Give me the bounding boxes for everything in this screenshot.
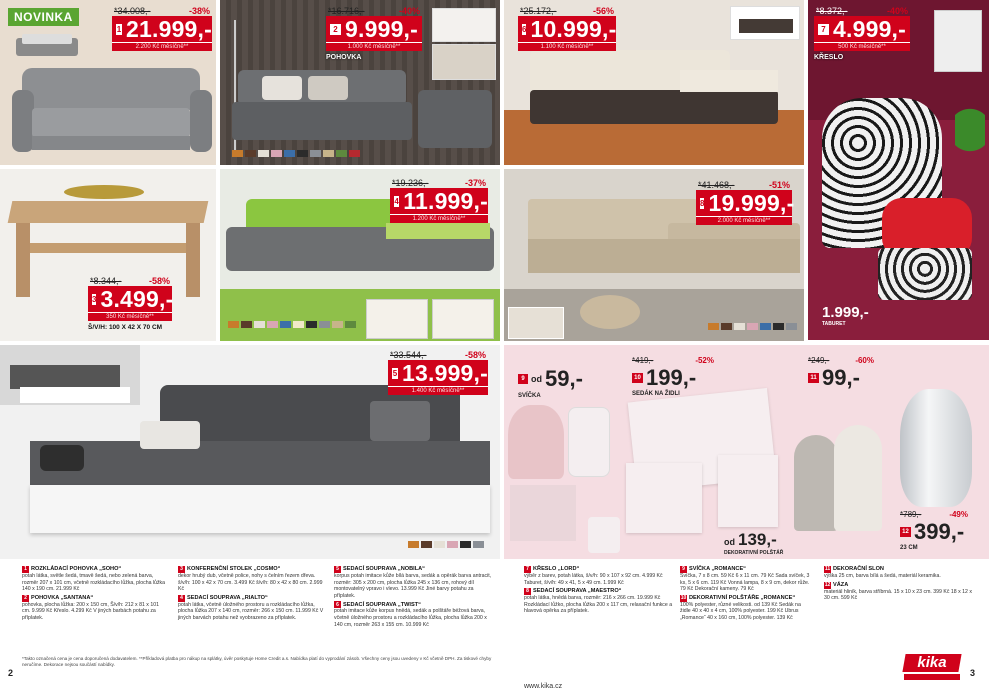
storage-thumb: [432, 44, 496, 80]
desc-column-4: 7 KŘESLO „LORD“ výběr z barev, potah látka, š/v/h: 90 x 107 x 92 cm. 4.999 Kč Taburet, š/v/h: 49 x 41, 5 x 49 cm. 1.999 Kč 8 SEDACÍ SOUPRAVA „MAESTRO“ potah látka, hnědá barva, rozměr: 216 x 266 cm. 19.999 Kč Rozkládací lůžko, plocha lůžka 200 x 117 cm, relaxační funkce a hlavová opěrka za příplatek.: [524, 566, 673, 615]
stairs-thumb: [366, 299, 428, 339]
desc-column-6: 11 DEKORAČNÍ SLON výška 25 cm, barva bílá a šedá, materiál keramika. 12 VÁZA materiál hliník, barva stříbrná. 15 x 10 x 23 cm. 399 Kč 18 x 12 x 30 cm. 599 Kč: [824, 566, 972, 602]
kika-logo: kika: [904, 650, 960, 684]
page-number-left: 2: [8, 668, 14, 678]
nobila-sofa-image: [30, 385, 490, 545]
footnote: *Takto označená cena je cena doporučená dodavatelem. **Příkladová platba pro nákup na splátky, úvěr poskytuje Home Credit a.s. Nabídka platí do vyprodání zásob. Všechny ceny jsou uvedeny v Kč včetně DPH. Za tiskové chyby neručíme. Dekorace nejsou součástí nabídky.: [22, 656, 492, 667]
sofa-santana-image: [232, 70, 412, 146]
candle-lamp-image: [508, 405, 564, 479]
price-pillow-2: od 139,- DEKORATIVNÍ POLŠTÁŘ: [724, 530, 784, 556]
pillow-image-2: [626, 463, 702, 533]
storage-thumb-2: [730, 6, 800, 40]
price-candle: 9 od 59,- SVÍČKA: [518, 366, 583, 399]
handbag: [40, 445, 84, 471]
jar-image: [568, 407, 610, 477]
desc-column-5: 9 SVÍČKA „ROMANCE“ Svíčka, 7 x 8 cm. 59 Kč 6 x 11 cm. 79 Kč Sada svíček, 3 ks, 5 x 6 cm. 119 Kč Vonná lampa, 8 x 9 cm, dekor růže. 79 Kč Dekorační kameny. 79 Kč 10 DEKORATIVNÍ POLŠTÁŘE „ROMANCE“ 100% polyester, různé velikosti. od 139 Kč Sedák na židle 40 x 40 x 4 cm, 100% polyester. 199 Kč Ubrus „Romance“ 40 x 160 cm, 100% polyester. 139 Kč: [680, 566, 810, 621]
armchair-image: [418, 90, 492, 148]
pillow-image-3: [718, 455, 778, 527]
price-elephant: *249,- -60% 11 99,-: [808, 356, 874, 390]
sofa-bed-thumb: [12, 30, 82, 66]
desc-column-2: 3 KONFERENČNÍ STOLEK „COSMO“ dekor hrubý dub, včetně police, nohy s čelním řezem dřeva. š/v/h: 100 x 42 x 70 cm. 3.499 Kč š/v/h: 80 x 42 x 80 cm. 2.999 Kč 4 SEDACÍ SOUPRAVA „RIALTO“ potah látka, včetně úložného prostoru a rozkládacího lůžka, plocha lůžka 207 x 140 cm, rozměr: 266 x 150 cm. 11.999 Kč V jiných barvách potahu než vyobrazeno za příplatek.: [178, 566, 324, 621]
price-tag-rialto: *19.236,- -37% 4 11.999,- 1.200 Kč měsíčně**: [392, 178, 488, 222]
elephant-image: [794, 425, 884, 535]
desc-column-3: 5 SEDACÍ SOUPRAVA „NOBILA“ korpus potah imitace kůže bílá barva, sedák a opěrák barva antracit, rozměr: 305 x 200 cm, plocha lůžka 245 x 136 cm, rohový díl montovatelný vpravo i vlevo. 13.999 Kč Jiné barvy potahu za příplatek. 6 SEDACÍ SOUPRAVA „TWIST“ potah imitace kůže korpus hnědá, sedák a polštáře béžová barva, včetně úložného prostoru a rozkládacího lůžka, plocha lůžka 200 x 140 cm, rozměr 263 x 155 cm. 10.999 Kč: [334, 566, 492, 628]
armchair-lord-image: [822, 98, 972, 308]
price-tag-santana: *16.716,- -40% 2 9.999,- 1.000 Kč měsíčně** POHOVKA: [326, 6, 420, 61]
color-swatches-3: [708, 323, 797, 330]
sofa-bed-open-thumb: [432, 8, 496, 42]
sofa-bed-thumb-2: [432, 299, 494, 339]
price-tag-lord: *8.372,- -40% 7 4.999,- 500 Kč měsíčně** KŘESLO: [814, 6, 908, 61]
plant: [955, 80, 985, 180]
page-number-right: 3: [970, 668, 976, 678]
price-tag-soho: *34.008,- -38% 1 21.999,- 2.200 Kč měsíčně**: [114, 6, 212, 50]
recliner-thumb: [508, 307, 564, 339]
candle-set-image: [510, 485, 576, 541]
candle-image: [588, 517, 620, 553]
desc-column-1: 1 ROZKLÁDACÍ POHOVKA „SOHO“ potah látka, světle šedá, tmavě šedá, nebo zelená barva, rozměr 207 x 101 cm, včetně rozkládacího lůžka, plocha lůžka 140 x 190 cm. 21.999 Kč 2 POHOVKA „SANTANA“ pohovka, plocha lůžka: 200 x 150 cm, Š/v/h: 212 x 81 x 101 cm. 9.999 Kč Křeslo. 4.299 Kč V jiných barbách potahu za příplatek.: [22, 566, 166, 621]
armchair-thumb: [934, 10, 982, 72]
color-swatches-4: [408, 541, 484, 548]
footer-url[interactable]: www.kika.cz: [524, 683, 563, 690]
sofa-soho-image: [12, 68, 212, 160]
price-tag-maestro: *41.468,- -51% 8 19.999,- 2.000 Kč měsíčně**: [698, 180, 795, 224]
price-pillow: *419,- -52% 10 199,- SEDÁK NA ŽIDLI: [632, 356, 714, 397]
color-swatches: [232, 150, 360, 157]
badge-new: NOVINKA: [8, 8, 79, 26]
ottoman-image: [580, 295, 640, 329]
taburet-price: 1.999,- TABURET: [822, 304, 869, 327]
corner-sofa-image: [530, 40, 778, 140]
price-tag-twist: *25.172,- -56% 6 10.999,- 1.100 Kč měsíčně**: [520, 6, 617, 50]
color-swatches-2: [228, 321, 356, 328]
price-tag-cosmo: *8.344,- -58% 3 3.499,- 350 Kč měsíčně** Š/V/H: 100 X 42 X 70 CM: [88, 276, 174, 331]
price-vase: *789,- -49% 12 399,- 23 CM: [900, 510, 968, 551]
vase-image: [900, 389, 972, 507]
price-tag-nobila: *33.544,- -58% 5 13.999,- 1.400 Kč měsíčně**: [390, 350, 488, 394]
